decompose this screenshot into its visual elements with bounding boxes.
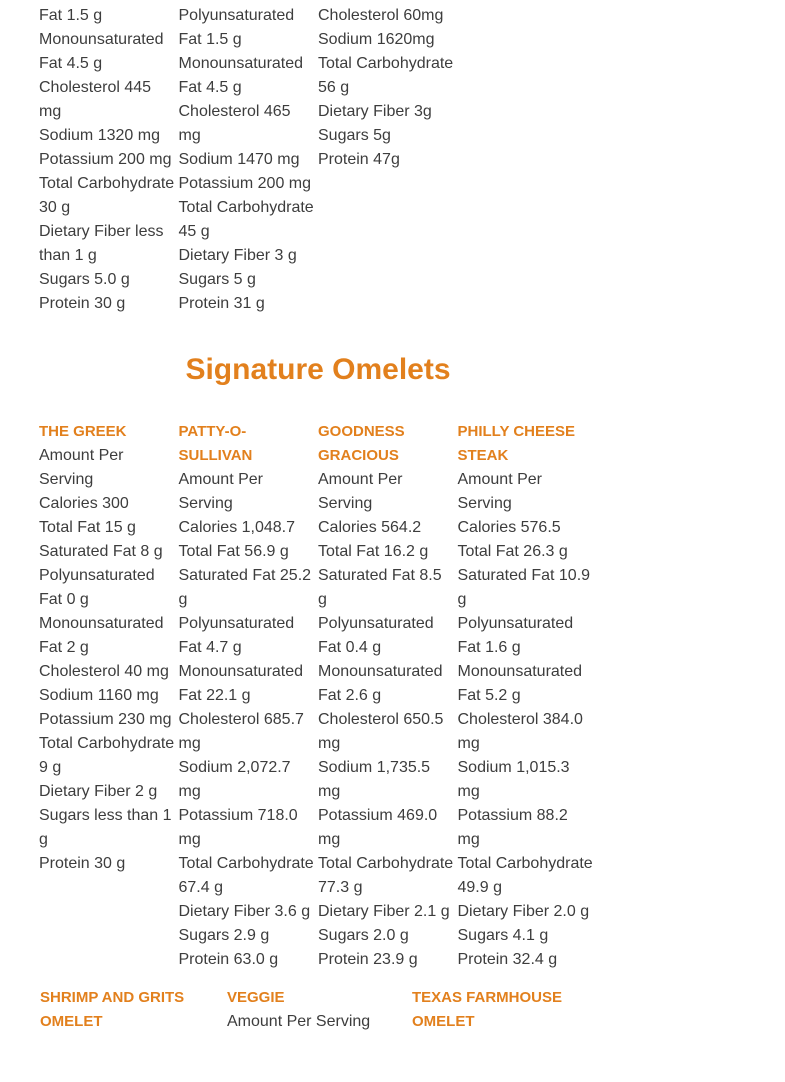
nutrition-line: Total Carbohydrate 67.4 g [178,855,314,896]
signature-omelets-title: Signature Omelets [185,353,451,386]
nutrition-line: Fat 1.5 g [39,7,103,24]
omelet-column-the-greek [39,420,179,876]
nutrition-line: Sugars 4.1 g [457,927,549,944]
nutrition-line: Sugars 5g [318,127,391,144]
nutrition-line: Total Fat 15 g [39,519,136,536]
nutrition-line: Dietary Fiber 2.1 g [318,903,450,920]
omelets-grid [39,420,785,972]
nutrition-line: Protein 30 g [39,855,126,872]
nutrition-line: Dietary Fiber 3 g [178,247,297,264]
nutrition-line: Dietary Fiber less than 1 g [39,223,164,264]
nutrition-line: Total Carbohydrate 45 g [178,199,314,240]
nutrition-line: Monounsaturated Fat 2 g [39,615,164,656]
nutrition-line: Sugars 2.9 g [178,927,270,944]
nutrition-line: Calories 576.5 [457,519,561,536]
omelet-nutrition-lines [318,468,454,972]
omelet-name-heading: THE GREEK [39,423,127,440]
top-nutrition-grid [39,4,785,316]
top-nutrition-section [0,0,785,316]
nutrition-line: Total Carbohydrate 77.3 g [318,855,454,896]
omelet-nutrition-lines [179,468,315,972]
nutrition-line: Cholesterol 465 mg [178,103,291,144]
nutrition-line: Total Carbohydrate 49.9 g [457,855,593,896]
nutrition-line: Protein 31 g [178,295,265,312]
nutrition-line: Protein 30 g [39,295,126,312]
nutrition-line: Sugars 5.0 g [39,271,130,288]
nutrition-line: Dietary Fiber 3g [318,103,432,120]
nutrition-line: Sodium 1620mg [318,31,435,48]
omelet-nutrition-lines [227,1010,406,1034]
nutrition-line: Potassium 469.0 mg [318,807,438,848]
nutrition-line: Amount Per Serving [227,1013,371,1030]
nutrition-line: Cholesterol 445 mg [39,79,152,120]
nutrition-line: Sodium 2,072.7 mg [178,759,291,800]
nutrition-line: Dietary Fiber 2 g [39,783,158,800]
omelet-name-heading: GOODNESS GRACIOUS [318,423,405,464]
omelet-column-patty-o-sullivan [179,420,319,972]
omelet-column-philly-cheese-steak [458,420,598,972]
nutrition-line: Calories 1,048.7 [178,519,296,536]
nutrition-line: Potassium 718.0 mg [178,807,298,848]
omelet-name-heading: PATTY-O-SULLIVAN [178,423,253,464]
nutrition-line: Protein 63.0 g [178,951,279,968]
nutrition-line: Polyunsaturated Fat 4.7 g [178,615,295,656]
omelet-nutrition-lines [39,444,175,876]
nutrition-line: Polyunsaturated Fat 0 g [39,567,155,608]
nutrition-line: Potassium 230 mg [39,711,172,728]
nutrition-line: Potassium 200 mg [39,151,172,168]
bottom-omelets-grid [39,986,785,1034]
nutrition-line: Total Carbohydrate 9 g [39,735,175,776]
nutrition-line: Potassium 200 mg [178,175,312,192]
nutrition-line: Amount Per Serving [457,471,542,512]
nutrition-line: Dietary Fiber 2.0 g [457,903,590,920]
nutrition-line: Dietary Fiber 3.6 g [178,903,311,920]
nutrition-line: Monounsaturated Fat 22.1 g [178,663,304,704]
nutrition-column-2 [179,4,319,316]
omelet-name-heading: TEXAS FARMHOUSE OMELET [412,989,563,1030]
nutrition-line: Potassium 88.2 mg [457,807,568,848]
nutrition-line: Sodium 1470 mg [178,151,300,168]
nutrition-line: Monounsaturated Fat 4.5 g [178,55,304,96]
nutrition-line: Sugars 5 g [178,271,256,288]
nutrition-line: Sugars less than 1 g [39,807,172,848]
nutrition-line: Sodium 1320 mg [39,127,160,144]
nutrition-line: Calories 564.2 [318,519,422,536]
nutrition-line: Total Carbohydrate 30 g [39,175,175,216]
nutrition-line: Cholesterol 650.5 mg [318,711,444,752]
nutrition-line: Polyunsaturated Fat 0.4 g [318,615,434,656]
nutrition-line: Cholesterol 685.7 mg [178,711,304,752]
nutrition-line: Saturated Fat 25.2 g [178,567,312,608]
bottom-omelets-section [0,986,785,1034]
signature-omelets-section [0,350,785,972]
nutrition-column-1 [39,4,179,316]
omelet-column-texas-farmhouse [412,986,599,1034]
omelet-column-veggie [227,986,412,1034]
nutrition-column-3 [318,4,458,172]
nutrition-line: Protein 47g [318,151,400,168]
nutrition-line: Monounsaturated Fat 2.6 g [318,663,443,704]
nutrition-line: Sugars 2.0 g [318,927,409,944]
nutrition-line: Sodium 1,015.3 mg [457,759,570,800]
nutrition-line: Saturated Fat 8.5 g [318,567,442,608]
nutrition-line: Monounsaturated Fat 5.2 g [457,663,583,704]
nutrition-line: Cholesterol 60mg [318,7,444,24]
nutrition-line: Cholesterol 40 mg [39,663,169,680]
omelet-column-goodness-gracious [318,420,458,972]
omelet-column-shrimp-and-grits [40,986,227,1034]
nutrition-line: Monounsaturated Fat 4.5 g [39,31,164,72]
nutrition-line: Calories 300 [39,495,129,512]
nutrition-line: Amount Per Serving [178,471,263,512]
nutrition-line: Protein 32.4 g [457,951,558,968]
nutrition-line: Saturated Fat 10.9 g [457,567,591,608]
omelet-nutrition-lines [458,468,594,972]
omelet-name-heading: SHRIMP AND GRITS OMELET [40,989,185,1030]
nutrition-line: Cholesterol 384.0 mg [457,711,583,752]
nutrition-line: Amount Per Serving [39,447,124,488]
nutrition-line: Amount Per Serving [318,471,403,512]
omelet-name-heading: VEGGIE [227,989,285,1006]
nutrition-line: Total Fat 26.3 g [457,543,568,560]
nutrition-line: Total Fat 56.9 g [178,543,289,560]
nutrition-line: Protein 23.9 g [318,951,418,968]
nutrition-line: Saturated Fat 8 g [39,543,163,560]
nutrition-line: Polyunsaturated Fat 1.5 g [178,7,295,48]
nutrition-line: Sodium 1,735.5 mg [318,759,431,800]
nutrition-line: Polyunsaturated Fat 1.6 g [457,615,574,656]
nutrition-line: Total Carbohydrate 56 g [318,55,454,96]
nutrition-line: Sodium 1160 mg [39,687,159,704]
nutrition-line: Total Fat 16.2 g [318,543,429,560]
omelet-name-heading: PHILLY CHEESE STEAK [457,423,576,464]
